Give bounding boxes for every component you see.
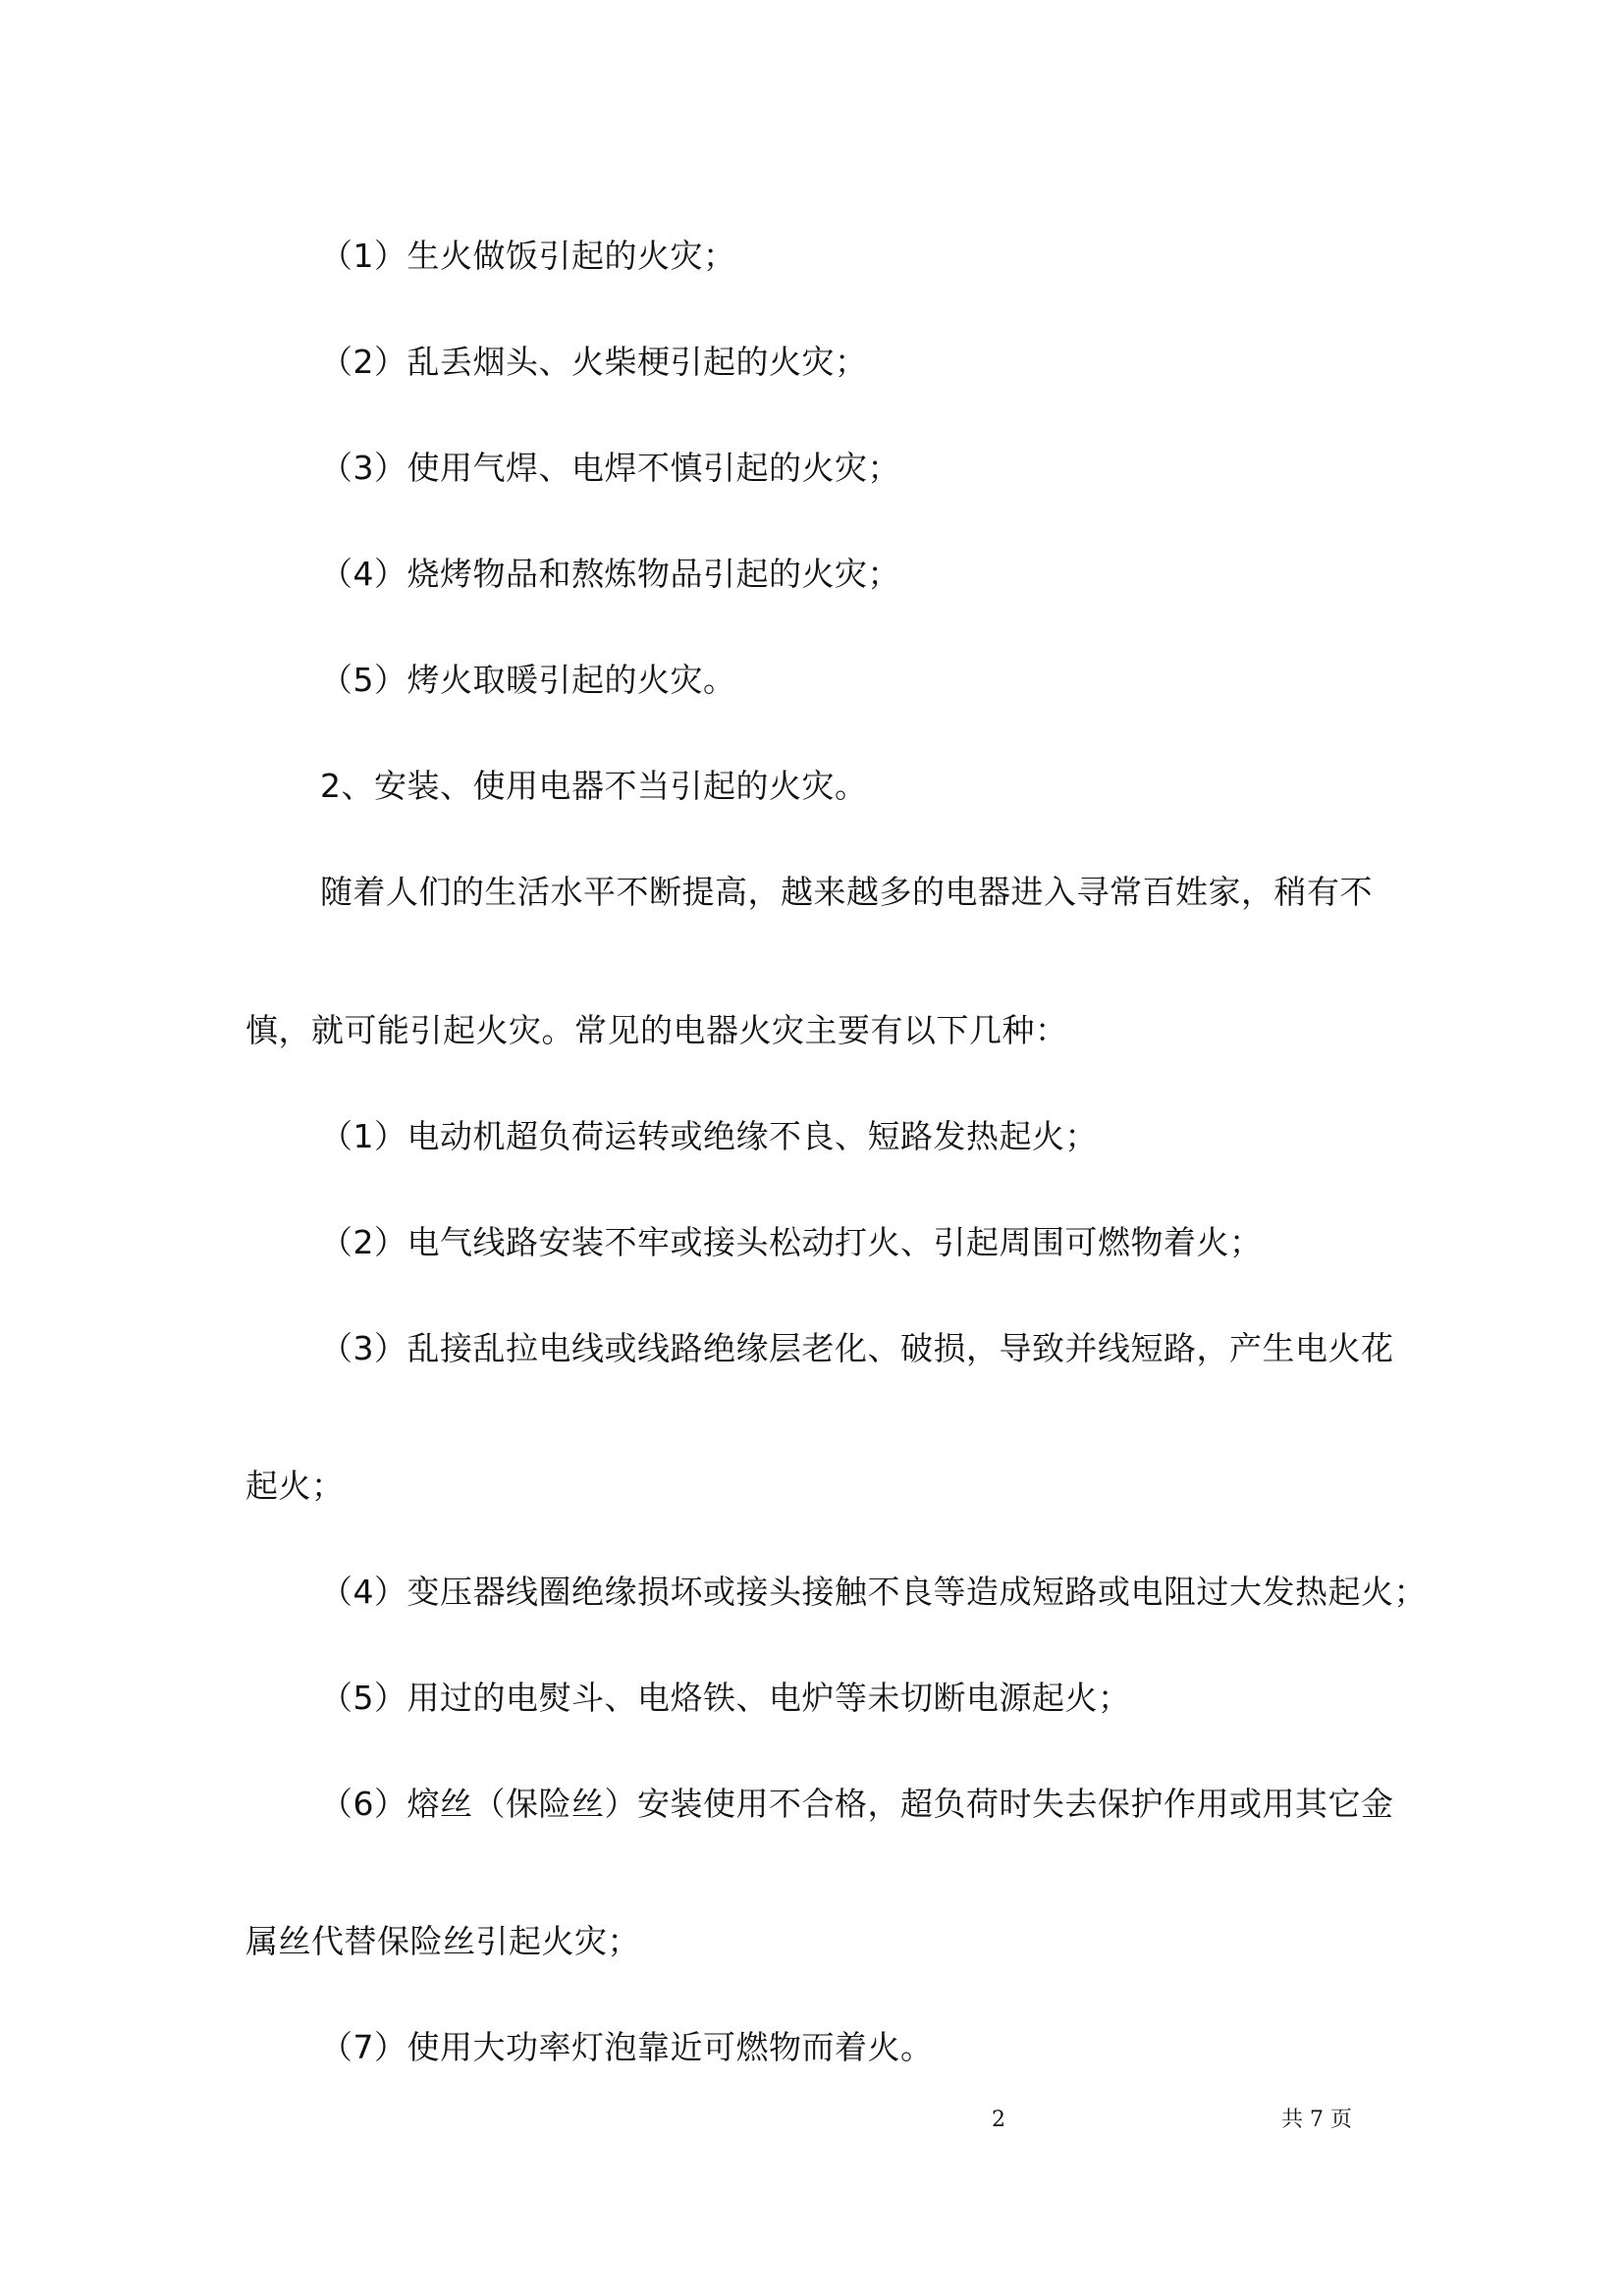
paragraph-electrical-intro-line1: 随着人们的生活水平不断提高，越来越多的电器进入寻常百姓家，稍有不 bbox=[320, 873, 1373, 911]
list-item-transformer-fault: （4）变压器线圈绝缘损坏或接头接触不良等造成短路或电阻过大发热起火； bbox=[320, 1573, 1427, 1611]
list-item-heating-fire: （5）烤火取暖引起的火灾。 bbox=[320, 661, 736, 699]
page-total: 共 7 页 bbox=[1281, 2108, 1352, 2132]
list-item-aging-wires-line2: 起火； bbox=[245, 1467, 345, 1505]
list-item-cooking-fire: （1）生火做饭引起的火灾； bbox=[320, 237, 736, 275]
list-item-fuse-misuse-line2: 属丝代替保险丝引起火灾； bbox=[245, 1922, 640, 1960]
list-item-roasting-fire: （4）烧烤物品和熬炼物品引起的火灾； bbox=[320, 555, 900, 593]
list-item-unplugged-appliances: （5）用过的电熨斗、电烙铁、电炉等未切断电源起火； bbox=[320, 1679, 1131, 1717]
list-item-loose-wiring: （2）电气线路安装不牢或接头松动打火、引起周围可燃物着火； bbox=[320, 1223, 1263, 1261]
paragraph-electrical-intro-line2: 慎，就可能引起火灾。常见的电器火灾主要有以下几种： bbox=[245, 1011, 1068, 1049]
list-item-aging-wires-line1: （3）乱接乱拉电线或线路绝缘层老化、破损，导致并线短路，产生电火花 bbox=[320, 1329, 1394, 1367]
list-item-fuse-misuse-line1: （6）熔丝（保险丝）安装使用不合格，超负荷时失去保护作用或用其它金 bbox=[320, 1785, 1394, 1823]
section-heading-electrical-fire: 2、安装、使用电器不当引起的火灾。 bbox=[320, 767, 868, 805]
list-item-welding-fire: （3）使用气焊、电焊不慎引起的火灾； bbox=[320, 449, 900, 487]
list-item-high-power-bulb: （7）使用大功率灯泡靠近可燃物而着火。 bbox=[320, 2028, 934, 2066]
page-number: 2 bbox=[992, 2108, 1005, 2132]
list-item-motor-overload: （1）电动机超负荷运转或绝缘不良、短路发热起火； bbox=[320, 1117, 1098, 1155]
list-item-cigarette-fire: （2）乱丢烟头、火柴梗引起的火灾； bbox=[320, 343, 868, 381]
